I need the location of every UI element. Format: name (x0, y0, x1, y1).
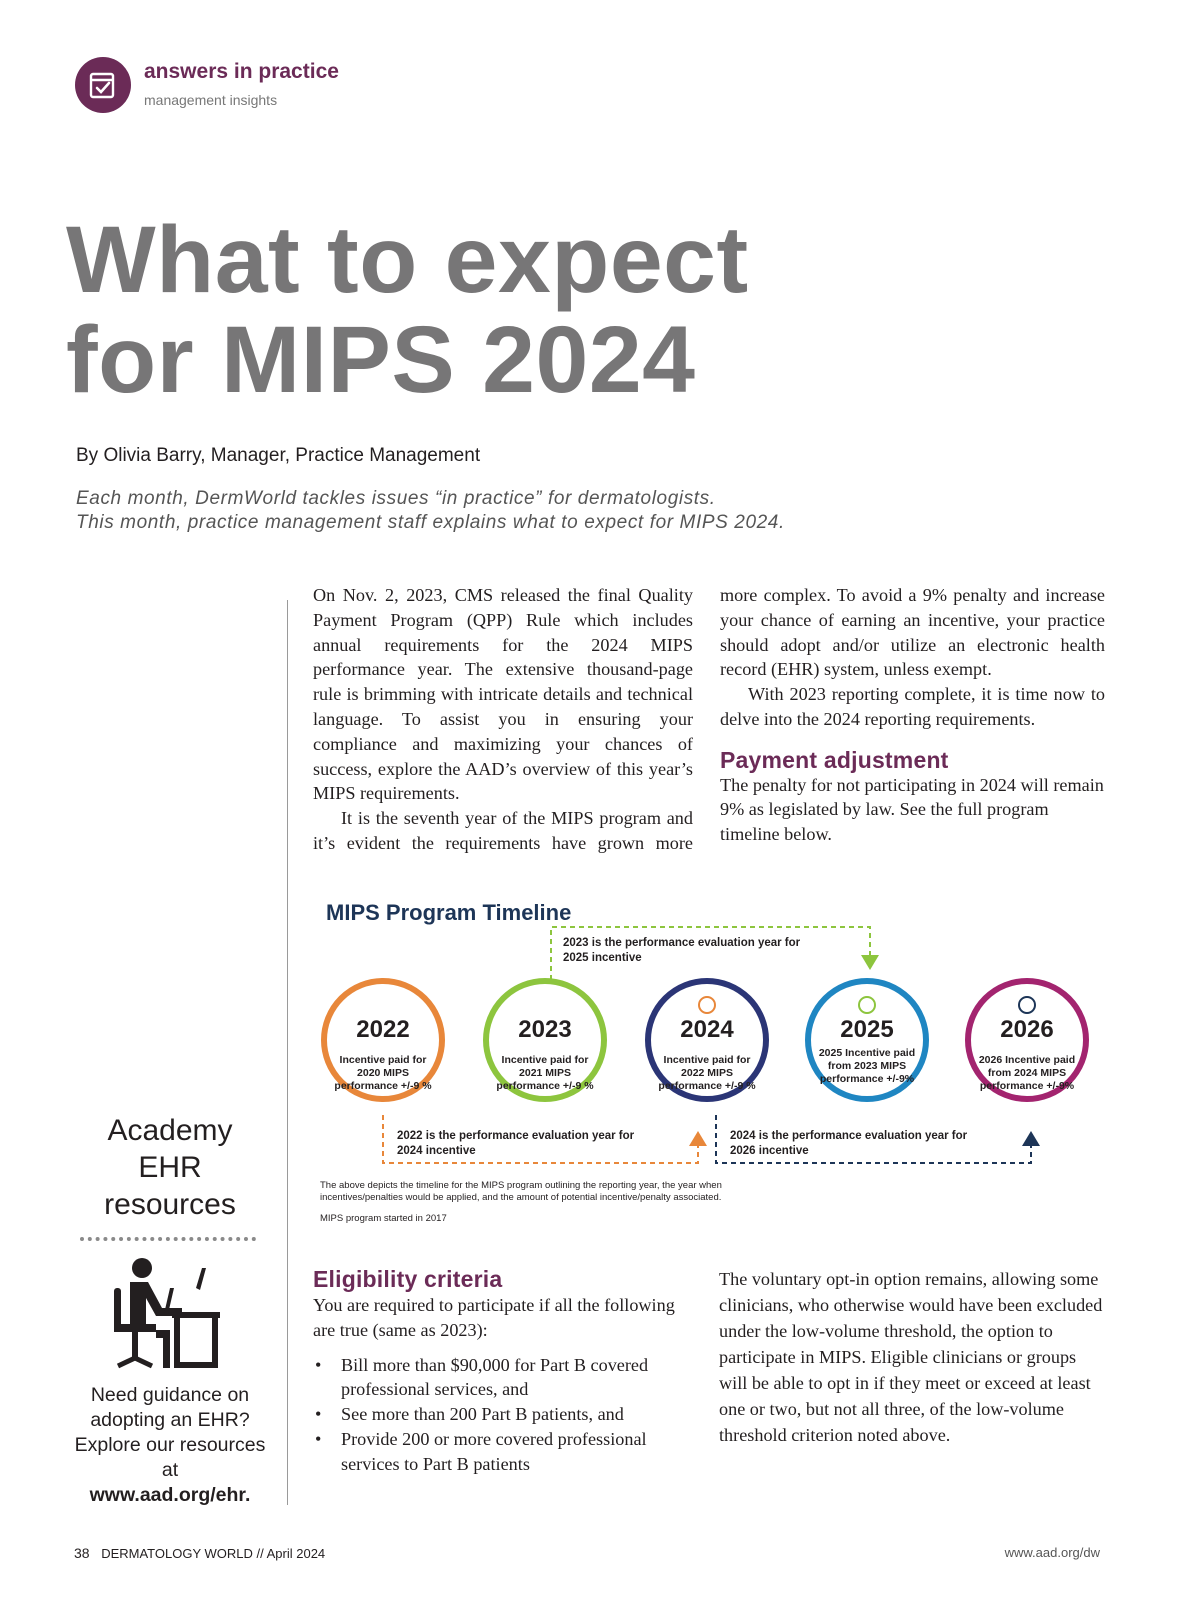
eligibility-intro: You are required to participate if all the following are true (same as 2023): (313, 1295, 675, 1340)
sidebar-title (80, 1112, 260, 1223)
body-paragraph-2: It is the seventh year of the MIPS program and it’s evident the requirements have grown more (313, 808, 693, 853)
list-item: • Provide 200 or more covered professional services to Part B patients (313, 1427, 693, 1477)
body-paragraph-3: With 2023 reporting complete, it is time now to delve into the 2024 reporting requirements. (720, 684, 1105, 729)
checklist-icon (89, 70, 117, 100)
sidebar-title-line: resources (104, 1188, 236, 1221)
marker-ring (698, 996, 716, 1014)
timeline-caption: The above depicts the timeline for the MIPS program outlining the reporting year, the year when incentives/penalties would be applied, and the amount of potential incentive/penalty associated. (320, 1180, 722, 1203)
timeline-note-right: 2024 is the performance evaluation year for 2026 incentive (730, 1130, 968, 1157)
timeline-circle-2024 (645, 978, 769, 1102)
body-column-2 (720, 583, 1105, 847)
sidebar-divider (80, 1237, 256, 1241)
circle-text: 2026 Incentive paid from 2024 MIPS performance +/-9% (978, 1054, 1076, 1092)
dek-line-1: Each month, DermWorld tackles issues “in practice” for dermatologists. (76, 488, 716, 509)
timeline-circle-2025 (805, 978, 929, 1102)
page-number: 38 (74, 1545, 90, 1561)
list-item: • See more than 200 Part B patients, and (313, 1402, 693, 1427)
sidebar-title-line: Academy (107, 1114, 233, 1147)
circle-text: 2025 Incentive paid from 2023 MIPS performance +/-9% (818, 1047, 916, 1085)
payment-text: The penalty for not participating in 2024 will remain 9% as legislated by law. See the full program timeline below. (720, 774, 1104, 845)
marker-ring (858, 996, 876, 1014)
eligibility-heading: Eligibility criteria (313, 1266, 503, 1292)
title-line-1: What to expect (66, 207, 749, 313)
eligibility-section (313, 1265, 693, 1477)
timeline-circle-2026 (965, 978, 1089, 1102)
ehr-resources-link[interactable]: www.aad.org/ehr. (89, 1484, 251, 1506)
person-at-computer-icon (112, 1258, 222, 1373)
circle-text: Incentive paid for 2020 MIPS performance +/-9 % (334, 1054, 432, 1092)
circle-year: 2022 (356, 1016, 410, 1043)
body-paragraph-1: On Nov. 2, 2023, CMS released the final Quality Payment Program (QPP) Rule which includes annual requirements for the 2024 MIPS performance year. The extensive thousand-page rule is brimming with intricate details and technical language. To assist you in ensuring your compliance and maximizing your chances of success, explore the AAD’s overview of this year’s MIPS requirements. (313, 585, 693, 804)
publication-info: DERMATOLOGY WORLD // April 2024 (101, 1546, 326, 1561)
arrow-head-2026 (1022, 1131, 1040, 1146)
optin-text: The voluntary opt-in option remains, allowing some clinicians, who otherwise would have been excluded under the low-volume threshold, the option to participate in MIPS. Eligible clinicians or groups will be able to opt in if they meet or exceed at least one or two, but not all three, of the low-volume threshold criterion noted above. (719, 1269, 1103, 1445)
timeline-note-top: 2023 is the performance evaluation year for 2025 incentive (563, 937, 801, 964)
circle-text: Incentive paid for 2022 MIPS performance +/-9 % (658, 1054, 756, 1092)
body-column-1 (313, 583, 693, 854)
section-subtitle: management insights (144, 92, 278, 108)
circle-year: 2024 (680, 1016, 734, 1043)
circle-year: 2023 (518, 1016, 572, 1043)
list-item: • Bill more than $90,000 for Part B covered professional services, and (313, 1353, 693, 1403)
timeline-title: MIPS Program Timeline (326, 900, 572, 925)
section-title: answers in practice (144, 60, 339, 83)
arrow-head-2025 (861, 955, 879, 970)
marker-ring (1018, 996, 1036, 1014)
sidebar-body: Need guidance on adopting an EHR? Explore our resources at (74, 1384, 266, 1481)
footer-url[interactable]: www.aad.org/dw (1004, 1545, 1100, 1560)
arrow-head-2024 (689, 1131, 707, 1146)
payment-heading: Payment adjustment (720, 746, 949, 773)
circle-text: Incentive paid for 2021 MIPS performance +/-9 % (496, 1054, 594, 1092)
page-title (66, 207, 966, 413)
column-divider (287, 600, 288, 1505)
eligibility-list (313, 1353, 693, 1477)
circle-year: 2026 (1000, 1016, 1054, 1043)
byline: By Olivia Barry, Manager, Practice Management (76, 445, 481, 466)
sidebar-text (72, 1383, 268, 1508)
timeline-caption-2: MIPS program started in 2017 (320, 1213, 447, 1224)
title-line-2: for MIPS 2024 (66, 307, 696, 413)
dek-line-2: This month, practice management staff explains what to expect for MIPS 2024. (76, 512, 785, 533)
section-badge (75, 57, 131, 113)
circle-year: 2025 (840, 1016, 894, 1043)
body-paragraph-2-continued: more complex. To avoid a 9% penalty and increase your chance of earning an incentive, your practice should adopt and/or utilize an electronic health record (EHR) system, unless exempt. (720, 585, 1105, 680)
footer-left (74, 1545, 325, 1561)
timeline-circle-2023 (483, 978, 607, 1102)
timeline-note-left: 2022 is the performance evaluation year for 2024 incentive (397, 1130, 635, 1157)
sidebar-title-line: EHR (138, 1151, 202, 1184)
timeline-circle-2022 (321, 978, 445, 1102)
